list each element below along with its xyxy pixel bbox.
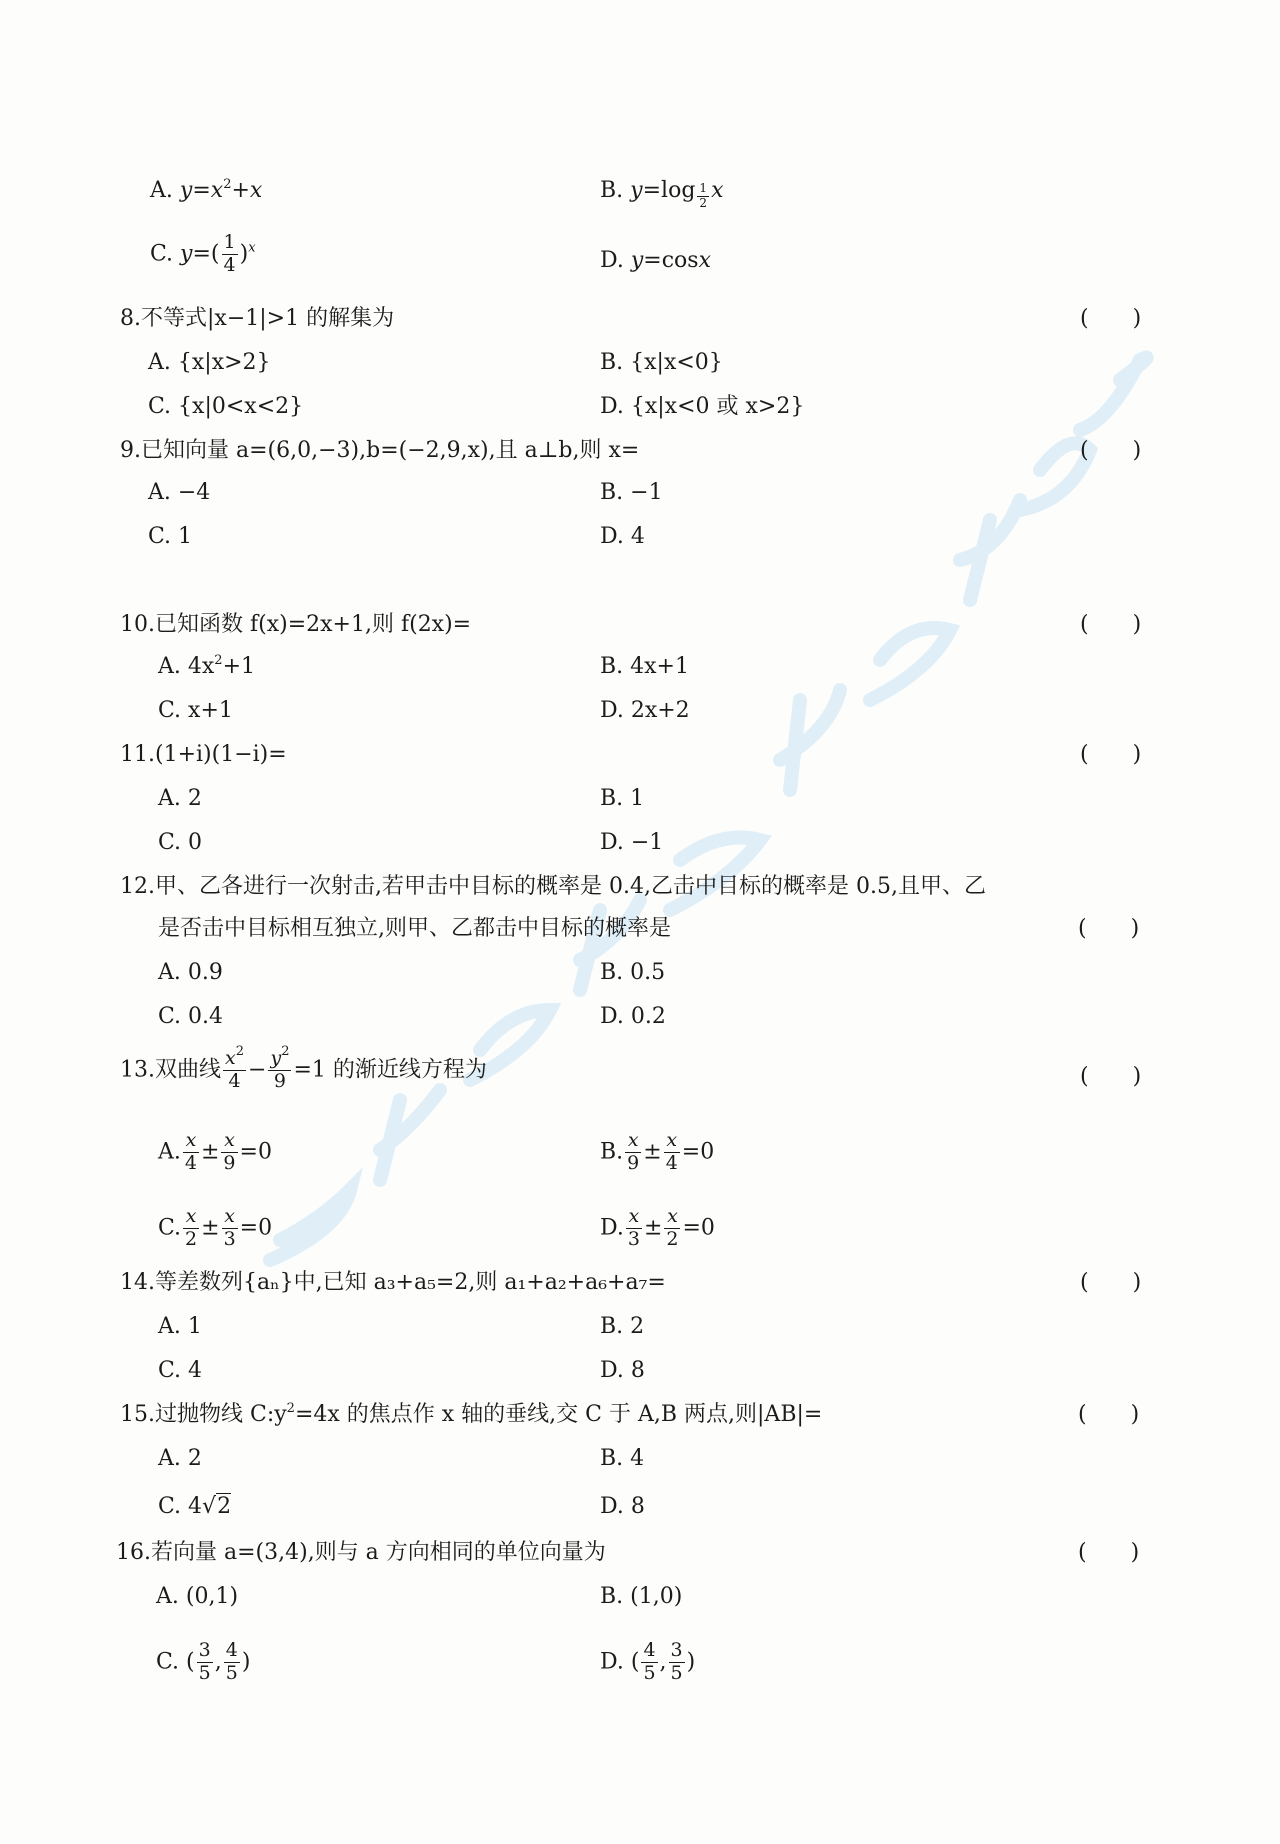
q12-option-d: D. 0.2 (600, 1004, 666, 1029)
q8-option-a: A. {x|x>2} (148, 350, 271, 375)
q14-option-a: A. 1 (158, 1314, 202, 1339)
q8-option-c: C. {x|0<x<2} (148, 394, 304, 419)
q14-option-d: D. 8 (600, 1358, 645, 1383)
q14-answer-paren: ( ) (1080, 1270, 1142, 1295)
quarter-fraction: $\frac{1}{4}$ (223, 231, 236, 276)
q14-option-b: B. 2 (600, 1314, 645, 1339)
q13-d-frac2: $\frac{x}{2}$ (666, 1205, 679, 1250)
q16-option-b: B. (1,0) (600, 1584, 683, 1609)
q7-option-c: C. y=( $\frac{1}{4}$ )$^x$ (150, 231, 256, 276)
q8-option-b: B. {x|x<0} (600, 350, 723, 375)
q13-stem: 13.双曲线 $\frac{x^2}{4}$ − $\frac{y^2}{9}$ =1 的渐近线方程为 (120, 1044, 487, 1092)
q10-stem: 10.已知函数 f(x)=2x+1,则 f(2x)= (120, 612, 472, 637)
q8-option-d: D. {x|x<0 或 x>2} (600, 394, 805, 419)
q8-stem: 8.不等式|x−1|>1 的解集为 (120, 306, 395, 331)
q16-stem: 16.若向量 a=(3,4),则与 a 方向相同的单位向量为 (116, 1540, 606, 1565)
q13-c-frac2: $\frac{x}{3}$ (223, 1205, 236, 1250)
q10-option-a: A. $4x^2+1$ (158, 653, 255, 679)
q13-b-frac1: $\frac{x}{9}$ (627, 1129, 640, 1174)
q15-option-b: B. 4 (600, 1446, 645, 1471)
q15-option-a: A. 2 (158, 1446, 202, 1471)
q13-option-c: C. $\frac{x}{2}$ ± $\frac{x}{3}$ =0 (158, 1205, 273, 1250)
q9-option-d: D. 4 (600, 524, 645, 549)
q12-stem-line1: 12.甲、乙各进行一次射击,若甲击中目标的概率是 0.4,乙击中目标的概率是 0.5,且甲、乙 (120, 874, 986, 899)
q8-answer-paren: ( ) (1080, 306, 1142, 331)
q13-a-frac1: $\frac{x}{4}$ (184, 1129, 197, 1174)
q11-option-d: D. −1 (600, 830, 664, 855)
q7-option-a: A. $y=x^2+x$ (150, 177, 263, 203)
q13-d-frac1: $\frac{x}{3}$ (627, 1205, 640, 1250)
q13-a-frac2: $\frac{x}{9}$ (223, 1129, 236, 1174)
q13-option-d: D. $\frac{x}{3}$ ± $\frac{x}{2}$ =0 (600, 1205, 715, 1250)
q15-answer-paren: ( ) (1078, 1402, 1140, 1427)
q10-option-d: D. 2x+2 (600, 698, 690, 723)
q11-stem: 11.(1+i)(1−i)= (120, 742, 287, 767)
q13-option-b: B. $\frac{x}{9}$ ± $\frac{x}{4}$ =0 (600, 1129, 715, 1174)
q13-answer-paren: ( ) (1080, 1064, 1142, 1089)
q14-stem: 14.等差数列{aₙ}中,已知 a₃+a₅=2,则 a₁+a₂+a₆+a₇= (120, 1270, 666, 1295)
q7-option-b: B. y=log $\frac{1}{2}$ x (600, 178, 724, 210)
q9-answer-paren: ( ) (1080, 438, 1142, 463)
q15-option-d: D. 8 (600, 1494, 645, 1519)
q9-option-c: C. 1 (148, 524, 193, 549)
fraction-x2-over-4: $\frac{x^2}{4}$ (225, 1044, 245, 1092)
q11-option-a: A. 2 (158, 786, 202, 811)
q11-answer-paren: ( ) (1080, 742, 1142, 767)
log-base-fraction: $\frac{1}{2}$ (699, 181, 708, 210)
q9-option-b: B. −1 (600, 480, 663, 505)
q16-option-c: C. ( $\frac{3}{5}$ , $\frac{4}{5}$ ) (156, 1639, 251, 1684)
q12-option-c: C. 0.4 (158, 1004, 224, 1029)
q9-stem: 9.已知向量 a=(6,0,−3),b=(−2,9,x),且 a⊥b,则 x= (120, 438, 640, 463)
q9-option-a: A. −4 (148, 480, 211, 505)
q10-option-b: B. 4x+1 (600, 654, 689, 679)
q16-option-a: A. (0,1) (156, 1584, 239, 1609)
q14-option-c: C. 4 (158, 1358, 203, 1383)
q12-option-a: A. 0.9 (158, 960, 223, 985)
q16-option-d: D. ( $\frac{4}{5}$ , $\frac{3}{5}$ ) (600, 1639, 696, 1684)
q13-b-frac2: $\frac{x}{4}$ (665, 1129, 678, 1174)
q12-option-b: B. 0.5 (600, 960, 666, 985)
q12-stem-line2: 是否击中目标相互独立,则甲、乙都击中目标的概率是 (158, 916, 671, 941)
q16-answer-paren: ( ) (1078, 1540, 1140, 1565)
q13-option-a: A. $\frac{x}{4}$ ± $\frac{x}{9}$ =0 (158, 1129, 272, 1174)
q16-d-frac2: $\frac{3}{5}$ (670, 1639, 683, 1684)
q15-option-c: C. 4√2 (158, 1494, 232, 1519)
q16-c-frac1: $\frac{3}{5}$ (198, 1639, 211, 1684)
q16-c-frac2: $\frac{4}{5}$ (225, 1639, 238, 1684)
q11-option-c: C. 0 (158, 830, 203, 855)
q12-answer-paren: ( ) (1078, 916, 1140, 941)
q10-answer-paren: ( ) (1080, 612, 1142, 637)
fraction-y2-over-9: $\frac{y^2}{9}$ (270, 1044, 290, 1092)
q10-option-c: C. x+1 (158, 698, 233, 723)
q16-d-frac1: $\frac{4}{5}$ (643, 1639, 656, 1684)
q7-option-d: D. y=cosx (600, 248, 712, 273)
q13-c-frac1: $\frac{x}{2}$ (185, 1205, 198, 1250)
q11-option-b: B. 1 (600, 786, 645, 811)
q15-stem: 15.过抛物线 $C:y^2=4x$ 的焦点作 x 轴的垂线,交 C 于 A,B 两点,则|AB|= (120, 1401, 823, 1427)
